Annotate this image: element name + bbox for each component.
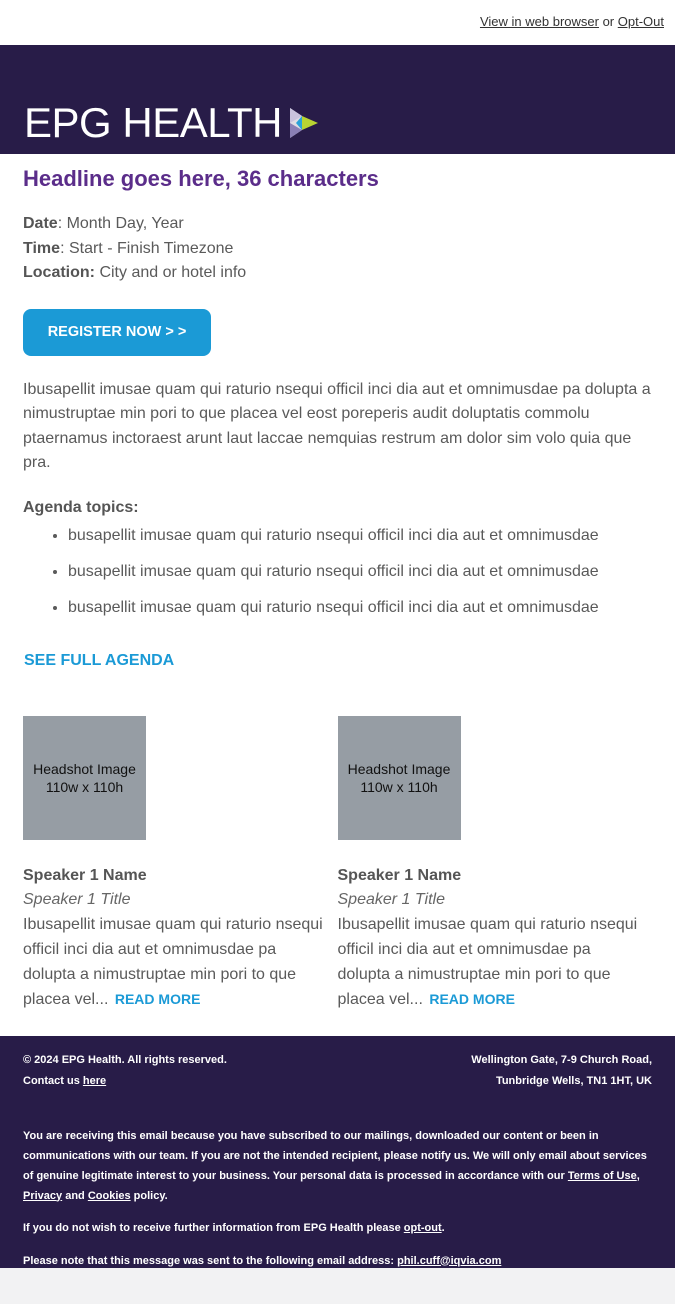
contact-prefix: Contact us bbox=[23, 1074, 83, 1087]
optout-suffix: . bbox=[441, 1221, 445, 1234]
see-full-agenda-link[interactable]: SEE FULL AGENDA bbox=[24, 651, 175, 669]
agenda-item: • busapellit imusae quam qui raturio nsequi officil inci dia aut et omnimusdae bbox=[68, 560, 652, 584]
policy-text: policy. bbox=[130, 1189, 168, 1202]
agenda-item: • busapellit imusae quam qui raturio nsequi officil inci dia aut et omnimusdae bbox=[68, 524, 652, 548]
address-line-1: Wellington Gate, 7-9 Church Road, bbox=[471, 1053, 652, 1066]
footer-optout-link[interactable]: opt-out bbox=[403, 1221, 442, 1234]
and-text: and bbox=[62, 1189, 88, 1202]
address-line-2: Tunbridge Wells, TN1 1HT, UK bbox=[495, 1074, 652, 1087]
agenda-item: • busapellit imusae quam qui raturio nsequi officil inci dia aut et omnimusdae bbox=[68, 596, 652, 620]
agenda-title: Agenda topics: bbox=[23, 498, 139, 516]
headshot-placeholder bbox=[23, 716, 146, 840]
footer-left bbox=[23, 1050, 227, 1092]
view-in-browser-link[interactable]: View in web browser bbox=[479, 14, 599, 29]
speaker-title: Speaker 1 Title bbox=[23, 890, 131, 908]
speaker-bio-text: Ibusapellit imusae quam qui raturio nsequi officil inci dia aut et omnimusdae pa dolupta a nimustruptae min pori to que placea vel... bbox=[337, 915, 638, 1008]
speaker-bio-text: Ibusapellit imusae quam qui raturio nsequi officil inci dia aut et omnimusdae pa dolupta a nimustruptae min pori to que placea vel... bbox=[23, 915, 323, 1008]
notice-text: You are receiving this email because you have subscribed to our mailings, downloaded our content or been in communications with our team. If you are not the intended recipient, please notify us. We will only email about services of genuine legitimate interest to your business. Your personal data is processed in accordance with our bbox=[23, 1129, 647, 1182]
privacy-link[interactable]: Privacy bbox=[23, 1189, 63, 1202]
top-optout-link[interactable]: Opt-Out bbox=[617, 14, 664, 29]
location-label: Location: bbox=[23, 264, 95, 281]
location-value: City and or hotel info bbox=[95, 264, 247, 281]
date-value: : Month Day, Year bbox=[57, 215, 184, 232]
footer-top bbox=[23, 1050, 652, 1092]
read-more-link[interactable]: READ MORE bbox=[429, 990, 515, 1007]
speaker-card bbox=[23, 716, 338, 1012]
sent-to-line bbox=[23, 1251, 652, 1272]
time-value: : Start - Finish Timezone bbox=[60, 239, 234, 257]
logo-wordmark: EPG HEALTH bbox=[24, 99, 282, 146]
speaker-name: Speaker 1 Name bbox=[23, 866, 147, 884]
epg-health-logo[interactable] bbox=[24, 99, 318, 146]
speaker-title: Speaker 1 Title bbox=[337, 890, 445, 908]
cookies-link[interactable]: Cookies bbox=[87, 1189, 131, 1202]
speaker-name: Speaker 1 Name bbox=[337, 866, 462, 884]
headshot-caption: Headshot Image bbox=[33, 760, 136, 777]
brand-header bbox=[0, 45, 675, 154]
or-text: or bbox=[598, 14, 618, 29]
footer-address bbox=[471, 1050, 652, 1092]
speakers-section bbox=[23, 716, 652, 1012]
register-now-button[interactable]: REGISTER NOW > > bbox=[23, 309, 211, 356]
date-label: Date bbox=[23, 215, 58, 232]
optout-line bbox=[23, 1218, 652, 1239]
terms-of-use-link[interactable]: Terms of Use bbox=[567, 1169, 637, 1182]
triangle-play-icon bbox=[290, 108, 318, 138]
read-more-link[interactable]: READ MORE bbox=[114, 990, 201, 1007]
event-intro: Ibusapellit imusae quam qui raturio nsequi officil inci dia aut et omnimusdae pa dolupta a nimustruptae min pori to que placea vel eost poreperis audit doluptatis commolu ptaernamus inctoraest arunt laut laccae nemquias restrum am dolor sim volo quia que pra. bbox=[23, 380, 651, 471]
main-content bbox=[0, 154, 675, 1012]
location-row bbox=[23, 261, 652, 286]
speaker-card bbox=[338, 716, 653, 1012]
subscription-notice bbox=[23, 1126, 652, 1206]
speaker-bio bbox=[338, 912, 639, 1012]
agenda-list bbox=[23, 524, 652, 620]
contact-here-link[interactable]: here bbox=[82, 1074, 107, 1087]
copyright-text: © 2024 EPG Health. All rights reserved. bbox=[23, 1053, 227, 1066]
optout-prefix: If you do not wish to receive further information from EPG Health please bbox=[23, 1221, 404, 1234]
headshot-caption: Headshot Image bbox=[347, 760, 451, 777]
event-details bbox=[23, 212, 652, 286]
date-row bbox=[23, 212, 652, 237]
headshot-size: 110w x 110h bbox=[360, 778, 438, 795]
speaker-bio bbox=[23, 912, 324, 1012]
time-row bbox=[23, 237, 652, 262]
headshot-size: 110w x 110h bbox=[45, 778, 124, 795]
headshot-placeholder bbox=[338, 716, 461, 840]
time-label: Time bbox=[23, 239, 61, 257]
event-headline: Headline goes here, 36 characters bbox=[23, 166, 379, 191]
recipient-email-link[interactable]: phil.cuff@iqvia.com bbox=[397, 1254, 502, 1267]
comma-text: , bbox=[636, 1169, 640, 1182]
preheader-bar bbox=[0, 0, 675, 45]
footer bbox=[0, 1036, 675, 1268]
sent-prefix: Please note that this message was sent to the following email address: bbox=[23, 1254, 398, 1267]
contact-line bbox=[23, 1071, 227, 1092]
